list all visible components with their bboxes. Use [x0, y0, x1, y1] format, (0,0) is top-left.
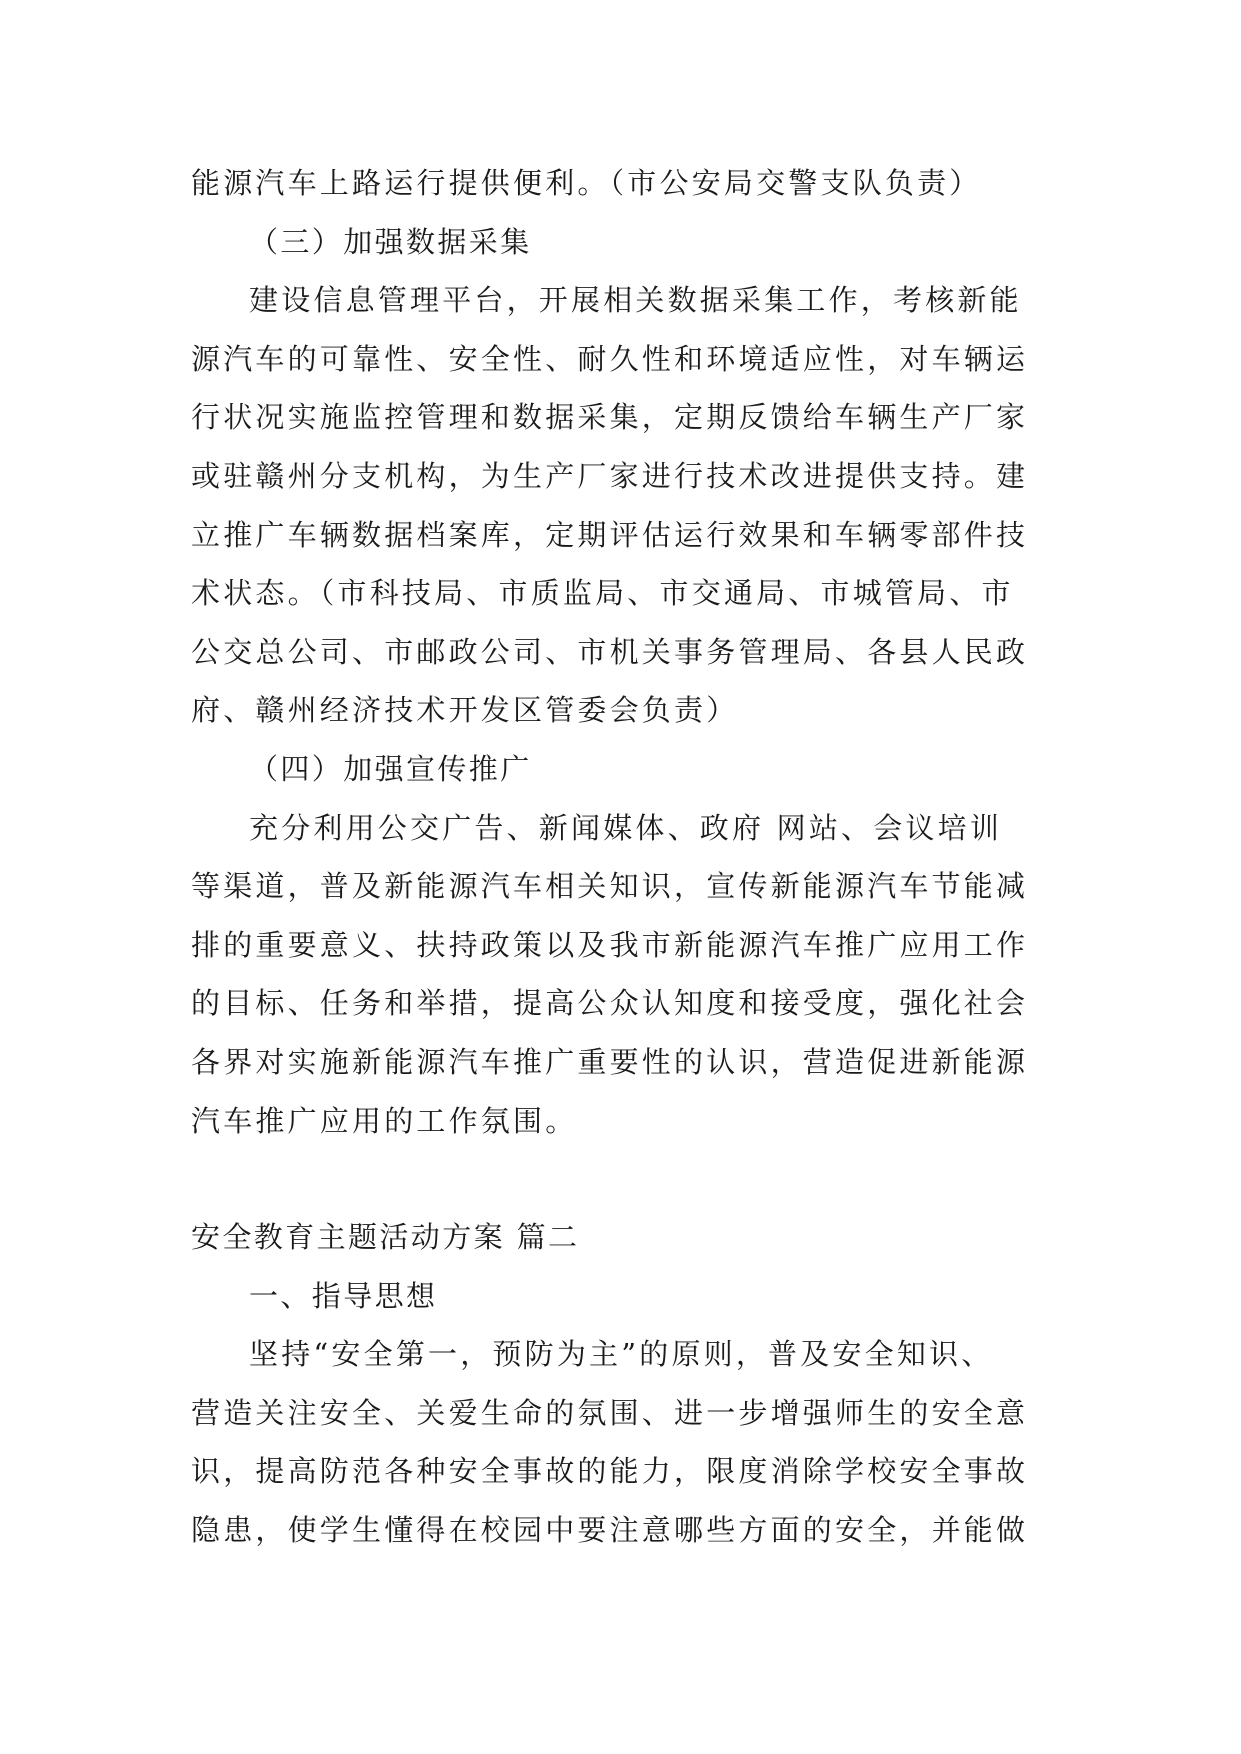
paragraph-line: 充分利用公交广告、新闻媒体、政府 网站、会议培训 — [249, 810, 1003, 845]
paragraph-line: 汽车推广应用的工作氛围。 — [191, 1103, 578, 1138]
paragraph-line: 排的重要意义、扶持政策以及我市新能源汽车推广应用工作 — [191, 927, 1029, 962]
paragraph-line: 行状况实施监控管理和数据采集，定期反馈给车辆生产厂家 — [191, 400, 1029, 435]
paragraph-line: 营造关注安全、关爱生命的氛围、进一步增强师生的安全意 — [191, 1395, 1029, 1430]
paragraph-line: 建设信息管理平台，开展相关数据采集工作，考核新能 — [249, 283, 1022, 318]
paragraph-line: 公交总公司、市邮政公司、市机关事务管理局、各县人民政 — [191, 634, 1029, 669]
paragraph-line: 识，提高防范各种安全事故的能力，限度消除学校安全事故 — [191, 1454, 1029, 1489]
paragraph-line: 立推广车辆数据档案库，定期评估运行效果和车辆零部件技 — [191, 517, 1029, 552]
paragraph-line: 的目标、任务和举措，提高公众认知度和接受度，强化社会 — [191, 986, 1029, 1021]
paragraph-line: 府、赣州经济技术开发区管委会负责） — [191, 693, 739, 728]
section-spacer — [191, 1150, 1061, 1208]
heading-guiding-ideology: 一、指导思想 — [249, 1278, 438, 1313]
paragraph-line: 隐患，使学生懂得在校园中要注意哪些方面的安全，并能做 — [191, 1513, 1029, 1548]
paragraph-line: 能源汽车上路运行提供便利。（市公安局交警支队负责） — [191, 166, 982, 200]
document-body — [191, 154, 1061, 1560]
paragraph-line: 各界对实施新能源汽车推广重要性的认识，营造促进新能源 — [191, 1044, 1029, 1079]
heading-data-collection: （三）加强数据采集 — [249, 224, 532, 259]
paragraph-line: 源汽车的可靠性、安全性、耐久性和环境适应性，对车辆运 — [191, 341, 1029, 376]
paragraph-line: 或驻赣州分支机构，为生产厂家进行技术改进提供支持。建 — [191, 458, 1029, 493]
section-title: 安全教育主题活动方案 篇二 — [191, 1220, 580, 1255]
paragraph-line: 坚持“安全第一，预防为主”的原则，普及安全知识、 — [249, 1337, 994, 1372]
heading-publicity: （四）加强宣传推广 — [249, 751, 532, 786]
paragraph-line: 术状态。（市科技局、市质监局、市交通局、市城管局、市 — [191, 576, 1014, 611]
paragraph-line: 等渠道，普及新能源汽车相关知识，宣传新能源汽车节能减 — [191, 869, 1029, 904]
